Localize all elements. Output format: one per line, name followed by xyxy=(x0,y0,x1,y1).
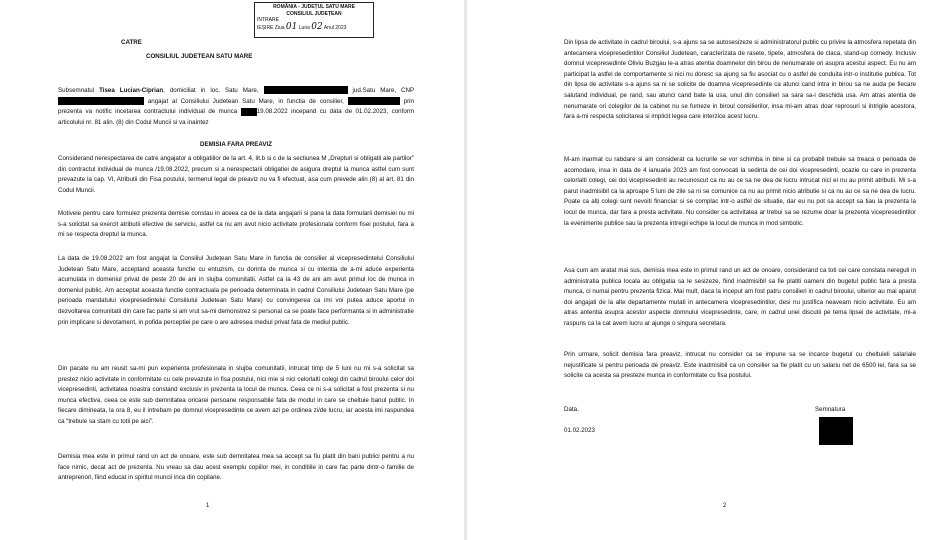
employee-name: Tisea Lucian-Ciprian xyxy=(99,87,164,94)
intro-text-d: angajat al Consiliului Judetean Satu Mare, in functia de consilier, xyxy=(147,97,344,105)
stamp-line-3: INTRARE xyxy=(257,17,279,24)
page-number-1: 1 xyxy=(206,503,210,509)
date-value: 01.02.2023 xyxy=(564,427,595,434)
stamp-day-label: Ziua xyxy=(274,24,285,31)
intro-text-c: jud.Satu Mare, CNP xyxy=(352,87,414,94)
addressee-line-2: CONSILIUL JUDETEAN SATU MARE xyxy=(146,53,253,60)
document-page-1 xyxy=(0,0,464,540)
redacted-address xyxy=(264,86,348,94)
intro-text-a: Subsemnatul xyxy=(58,87,100,94)
intro-text-b: , domiciliat in loc. Satu Mare, xyxy=(163,87,259,94)
redacted-contract-no xyxy=(241,108,257,116)
stamp-month: 02 xyxy=(311,21,323,32)
paragraph-7: M-am inarmat cu rabdare si am considerat ca lucrurile se vor schimba in bine si ca probabil trebuie sa treaca o perioada de acomodare, insa in data de 4 ianuarie 2023 am fost convocati la sedinta de cei doi vicepresedinti, ocazie cu care in prezenta celorlalti colegi, cei doi vicepresedinti au recunoscut ca nu au ce sa ne dea de lucru intrucat nici ei nu au primit atributii. Mi s-a parut inadmisibil ca la aproape 5 luni de zile sa ni se comunice ca nu au primit nicio atributie si ca nu au ce sa ne dea de lucru. Poate ca alți colegi sunt nevoiti financiar si se complac intr-o astfel de situatie, dar eu nu pot sa accept sa tiau la prezenta la locul de munca, dar fara a presta activitate. Nu consider ca activitatea ar trebui sa se rezume doar la prezenta vicepresedintilor la evenimente publice sau la prezenta intregii echipe la locul de munca in mod simbolic. xyxy=(564,156,916,227)
intro-text-f: 19.08.2022 incepand cu data de 01.02.2023, conform articolului nr. 81 alin. (8) din Codul Muncii si va inaintez xyxy=(58,108,414,126)
date-label: Data, xyxy=(564,406,579,413)
stamp-year: Anul 2023 xyxy=(323,24,347,31)
registration-stamp xyxy=(254,2,374,38)
document-page-2 xyxy=(467,0,931,540)
paragraph-5: Demisia mea este in primul rand un act de onoare, este sub demnitatea mea sa accept sa fiu platit din bani publici pentru a nu face nimic, decat act de prezenta. Nu vreau sa dau acest exemplu copiilor mei, in conditiile in care fac parte dintr-o familie de antreprenori, fiind educat in spiritul muncii inca din copilarie. xyxy=(58,453,414,482)
redacted-signature xyxy=(819,417,853,445)
intro-paragraph xyxy=(58,86,414,128)
stamp-day: 01 xyxy=(285,21,298,32)
stamp-line-2: CONSILIUL JUDEȚEAN xyxy=(286,10,342,17)
intro-text-e: prin prezenta va notific incetarea contractului individual de munca xyxy=(58,97,414,116)
signature-label: Semnatura xyxy=(815,406,846,413)
stamp-date-row xyxy=(257,21,371,32)
stamp-line-1: ROMÂNIA - JUDEȚUL SATU MARE xyxy=(273,4,355,10)
paragraph-3: La data de 19.08.2022 am fost angajat la Consiliul Județean Satu Mare in functia de consilier al vicepresedintelui Consiliului Judetean Satu Mare, acceptand aceasta functie cu entuzism, cu dorinta de munca si cu intentia de a-mi aduce experienta acumulata in domeniul privat de peste 20 de ani in slujba comunitatii. Astfel ca la 43 de ani am avut primul loc de munca in domeniul public. Am acceptat aceasta functie contractuala pe perioada determinata in cadrul Consiliului Judetean Satu Mare (pe perioada mandatului vicepresedintelui Consiliului Judetean Satu Mare) cu convingerea ca imi voi putea aduce aportul in dezvoltarea comunitatii din care fac parte si am vrut sa-mi demonstrez si personal ca se poate face performanta si in administratie prin implicare si devotament, in pofida perceptiei pe care o are adresea mediul privat fata de mediul public. xyxy=(58,255,414,326)
paragraph-8: Asa cum am aratat mai sus, demisia mea este in primul rand un act de onoare, considerand ca toti cei care constata nereguli in administratia publica locala au obligatia sa le sesizeze, fiind inadmisibil sa fie platiti oameni din bugetul public fara a presta munca, ci numai pentru prezenta fizica. Mai mult, daca la inceput am fost patru consilieri in cadrul biroului, ulterior au mai aparut doi angajati de la alte departamente mutati in antecamera vicepresedintilor, desi nu justifica neaveam nicio activitate. Eu am atras antentia asupra acestor aspecte domnului vicepresedinte, care, in cadrul unei discutii pe tema lipsei de activitate, mi-a raspuns ca la cat avem lucru ar ajunge o singura secretara. xyxy=(564,267,916,327)
paragraph-6: Din lipsa de activitate in cadrul biroului, s-a ajuns sa se autosesizeze si administratorul public cu privire la atmosfera repetata din antecamera vicepresedintilor Consiliul Judetean, caracterizata de rasete, tipete, atmosfera de claca, stand-up comedy. Inclusiv domnul vicepresedinte Oliviu Buzgau le-a atras atentia doamnelor din birou de nenumarate ori asupra acestui aspect. Eu nu am participat la astfel de comportamente si nici nu doresc sa ajung sa fiu asociat cu o astfel de conduita intr-o institutie publica. Tot din lipsa de activitate s-a ajuns sa ni se solicite de doamna vicepresedinte ca atunci cand intra in birou sa ne auda pe fiecare salutand individual, pe rand, sau atunci cand bate la usa, unul din consilieri sa sara sa-i deschida usa. Am atras atentia de nenumarate ori colegilor de la cabinet nu se fumeze in biroul consilierilor, insa mi-am atras doar reprosuri si intrigile acestora, fara a-mi respecta solicitarea si implicit legea care interzice acest lucru. xyxy=(564,39,916,121)
page-number-2: 2 xyxy=(723,503,727,509)
paragraph-9: Prin urmare, solicit demisia fara preaviz, intrucat nu consider ca se impune sa se incarce bugetul cu cheltuieli salariale nejustificate si pentru perioada de preaviz. Este inadmisibil ca un consilier sa fie platit cu un salariu net de 6500 lei, fara sa se solicite ca acesta sa presteze munca in conformitate cu fisa postului. xyxy=(564,351,916,380)
stamp-line-4: IEȘIRE xyxy=(257,24,274,31)
paragraph-1: Considerand nerespectarea de catre angajator a obligatiilor de la art. 4, lit.b si c de la sectiunea M „Drepturi si obligatii ale partilor” din contractul individual de munca /19.08.2022, precum si a nerespectarii obligatiei de asigura dreptul la munca astfel cum sunt prevazute la cap. VI, Atributii din Fisa postului, termenul legal de preaviz nu va fi efectuat, asa cum prevede alin (8) al art. 81 din Codul Muncii. xyxy=(58,155,414,194)
addressee-line-1: CATRE xyxy=(121,39,142,46)
document-heading: DEMISIA FARA PREAVIZ xyxy=(200,141,272,148)
stamp-month-label: Luna xyxy=(298,24,310,31)
paragraph-4: Din pacate nu am reusit sa-mi pun experienta profesionala in slujba comunitatii, intrucat timp de 5 luni nu mi s-a solicitat sa prestez nicio activitate in conformitate cu cele prevazute in fisa postului, nici mie si nici celorlalti colegi din cadrul biroului celor doi vicepresedinti, activitatea noastra constand exclusiv in prezenta la locul de munca. Ceea ce ni s-a solicitat a fost prezenta si nu munca efectiva, ceea ce este sub demnitatea oricarei persoane responsabile fata de modul in care se cheltuie banul public. In fiecare dimineata, la ora 8, eu il intrebam pe domnul vicepresedinte ce avem azi pe ordinea zi/de lucru, iar acesta imi raspundea ca “trebuie sa stam cu totii pe aici”. xyxy=(58,365,414,425)
paragraph-2: Motivele pentru care formulez prezenta demisie constau in aceea ca de la data angajarii si pana la data formularii demisiei nu mi s-a solicitat sa exercit atributii efective de serviciu, astfel ca nu am avut nicio activitate profesionala conform fisei postului, fara a mi se respecta dreptul la munca. xyxy=(58,210,414,239)
redacted-name xyxy=(348,97,400,105)
redacted-cnp xyxy=(58,97,144,105)
